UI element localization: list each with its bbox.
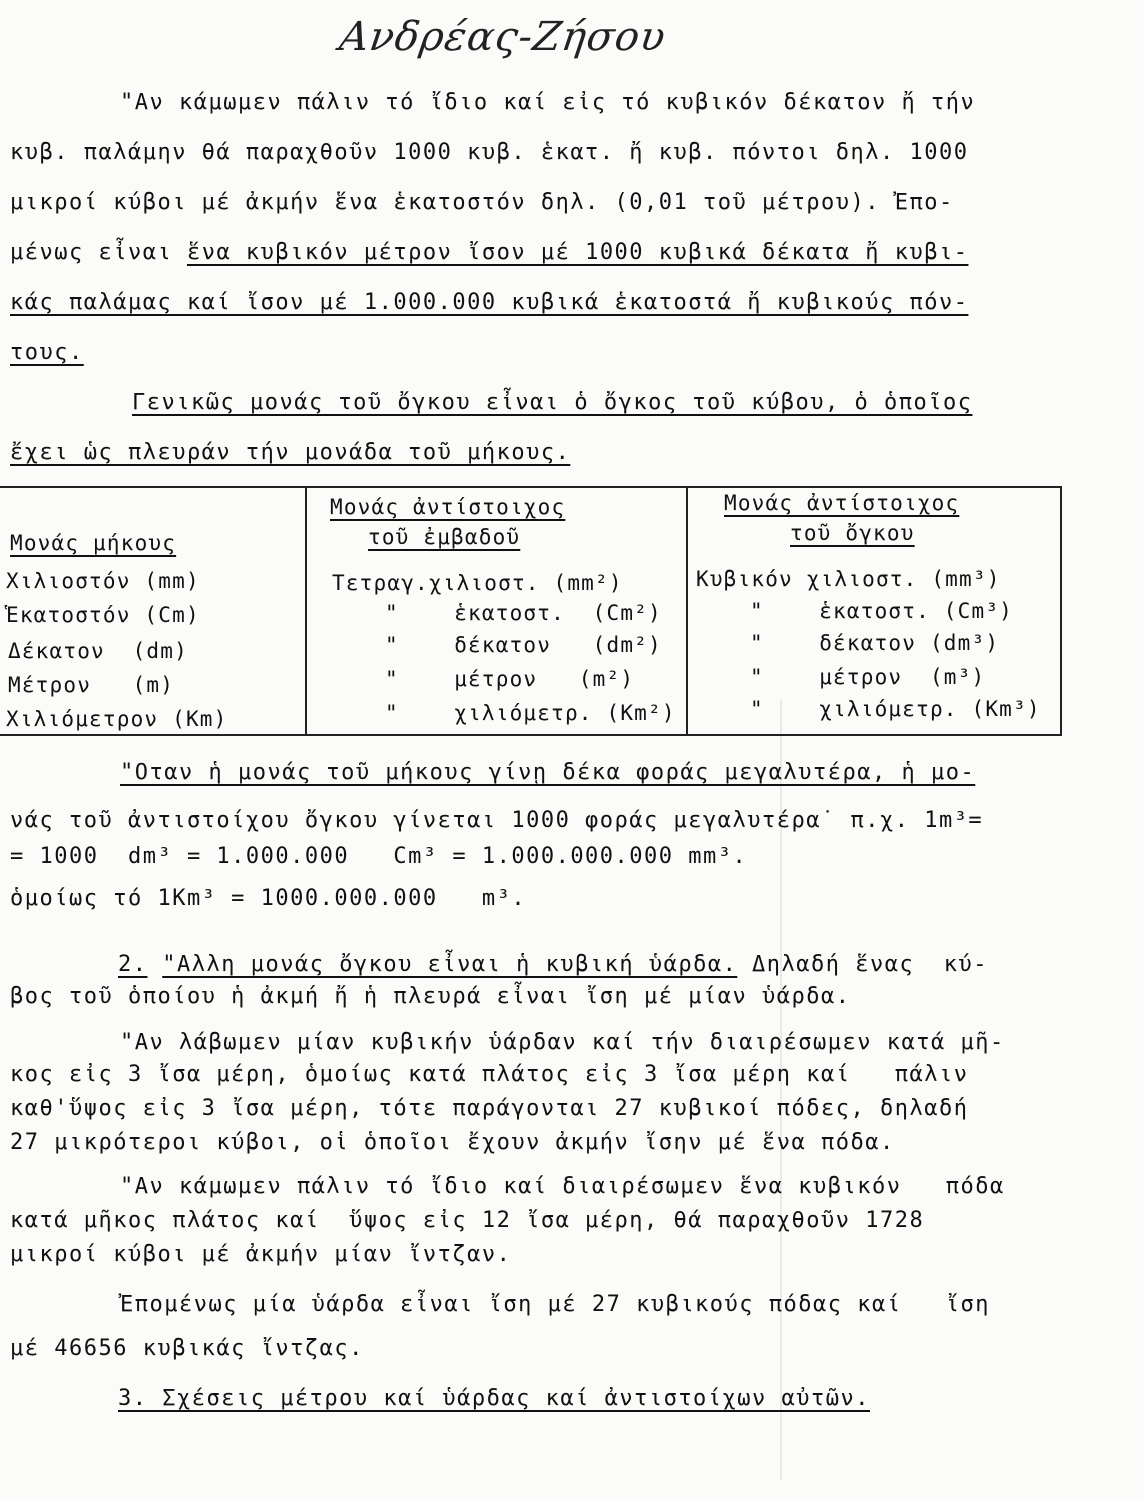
underlined-text: "Οταν ἡ μονάς τοῦ μήκους γίνῃ δέκα φοράς μεγαλυτέρα, ἡ μο-: [120, 760, 976, 785]
text-line: = 1000 dm³ = 1.000.000 Cm³ = 1.000.000.000 mm³.: [10, 844, 748, 869]
table-divider: [686, 486, 688, 736]
table-cell: Μέτρον (m): [8, 673, 175, 697]
text-line: ὁμοίως τό 1Km³ = 1000.000.000 m³.: [10, 886, 527, 911]
underlined-text: ἕνα κυβικόν μέτρον ἴσον μέ 1000 κυβικά δέκατα ἤ κυβι-: [186, 240, 969, 265]
text-line: "Αν λάβωμεν μίαν κυβικήν ὑάρδαν καί τήν διαιρέσωμεν κατά μῆ-: [120, 1030, 1005, 1055]
table-cell: Ἑκατοστόν (Cm): [6, 603, 200, 627]
underlined-text: Γενικῶς μονάς τοῦ ὄγκου εἶναι ὁ ὄγκος τοῦ κύβου, ὁ ὁποῖος: [132, 390, 973, 415]
underlined-text: ἔχει ὡς πλευράν τήν μονάδα τοῦ μήκους.: [10, 440, 571, 465]
text-line: Ἐπομένως μία ὑάρδα εἶναι ἴση μέ 27 κυβικούς πόδας καί ἴση: [120, 1292, 990, 1317]
table-header: Μονάς ἀντίστοιχος: [724, 491, 960, 515]
table-cell: Χιλιόμετρον (Km): [6, 707, 228, 731]
table-cell: " μέτρον (m³): [750, 665, 986, 689]
table-cell: " χιλιόμετρ. (Km²): [385, 701, 676, 725]
text-line: κυβ. παλάμην θά παραχθοῦν 1000 κυβ. ἑκατ. ἤ κυβ. πόντοι δηλ. 1000: [10, 140, 969, 165]
handwritten-name: Ανδρέας-Ζήσου: [336, 14, 669, 60]
text-line: μένως εἶναι ἕνα κυβικόν μέτρον ἴσον μέ 1000 κυβικά δέκατα ἤ κυβι-: [10, 240, 969, 265]
text-line: "Αν κάμωμεν πάλιν τό ἴδιο καί διαιρέσωμεν ἕνα κυβικόν πόδα: [120, 1174, 1005, 1199]
text-line: 27 μικρότεροι κύβοι, οἱ ὁποῖοι ἔχουν ἀκμήν ἴσην μέ ἕνα πόδα.: [10, 1130, 895, 1155]
table-cell: " μέτρον (m²): [385, 667, 635, 691]
text-line: βος τοῦ ὁποίου ἡ ἀκμή ἤ ἡ πλευρά εἶναι ἴση μέ μίαν ὑάρδα.: [10, 984, 851, 1009]
table-cell: Χιλιοστόν (mm): [6, 569, 200, 593]
table-cell: Τετραγ.χιλιοστ. (mm²): [332, 571, 623, 595]
table-header: Μονάς μήκους: [10, 531, 177, 555]
underlined-text: κάς παλάμας καί ἴσον μέ 1.000.000 κυβικά ἑκατοστά ἤ κυβικούς πόν-: [10, 290, 969, 315]
text-line: κος εἰς 3 ἴσα μέρη, ὁμοίως κατά πλάτος εἰς 3 ἴσα μέρη καί πάλιν: [10, 1062, 969, 1087]
text-line: "Αν κάμωμεν πάλιν τό ἴδιο καί εἰς τό κυβικόν δέκατον ἤ τήν: [120, 90, 976, 115]
table-cell: " ἑκατοστ. (Cm²): [385, 601, 662, 625]
section-heading: 2. "Αλλη μονάς ὄγκου εἶναι ἡ κυβική ὑάρδα. Δηλαδή ἕνας κύ-: [118, 952, 988, 977]
table-cell: " ἑκατοστ. (Cm³): [750, 599, 1014, 623]
table-header: τοῦ ὄγκου: [790, 521, 915, 545]
text-line: καθ'ὕψος εἰς 3 ἴσα μέρη, τότε παράγονται 27 κυβικοί πόδες, δηλαδή: [10, 1096, 969, 1121]
text-line: μικροί κύβοι μέ ἀκμήν μίαν ἴντζαν.: [10, 1242, 512, 1267]
underlined-text: τους.: [10, 340, 84, 365]
table-cell: Δέκατον (dm): [8, 639, 188, 663]
text-line: μικροί κύβοι μέ ἀκμήν ἕνα ἑκατοστόν δηλ. (0,01 τοῦ μέτρου). Ἐπο-: [10, 190, 954, 215]
section-heading: 3. Σχέσεις μέτρου καί ὑάρδας καί ἀντιστοίχων αὐτῶν.: [118, 1386, 871, 1411]
text-line: νάς τοῦ ἀντιστοίχου ὄγκου γίνεται 1000 φοράς μεγαλυτέρα˙ π.χ. 1m³=: [10, 808, 984, 833]
table-cell: " δέκατον (dm²): [385, 633, 662, 657]
table-cell: Κυβικόν χιλιοστ. (mm³): [696, 567, 1001, 591]
text-line: μέ 46656 κυβικάς ἴντζας.: [10, 1336, 364, 1361]
table-cell: " δέκατον (dm³): [750, 631, 1000, 655]
table-divider: [305, 486, 307, 736]
table-cell: " χιλιόμετρ. (Km³): [750, 697, 1041, 721]
table-header: τοῦ ἐμβαδοῦ: [368, 525, 521, 549]
text-line: κατά μῆκος πλάτος καί ὕψος εἰς 12 ἴσα μέρη, θά παραχθοῦν 1728: [10, 1208, 925, 1233]
table-header: Μονάς ἀντίστοιχος: [330, 495, 566, 519]
